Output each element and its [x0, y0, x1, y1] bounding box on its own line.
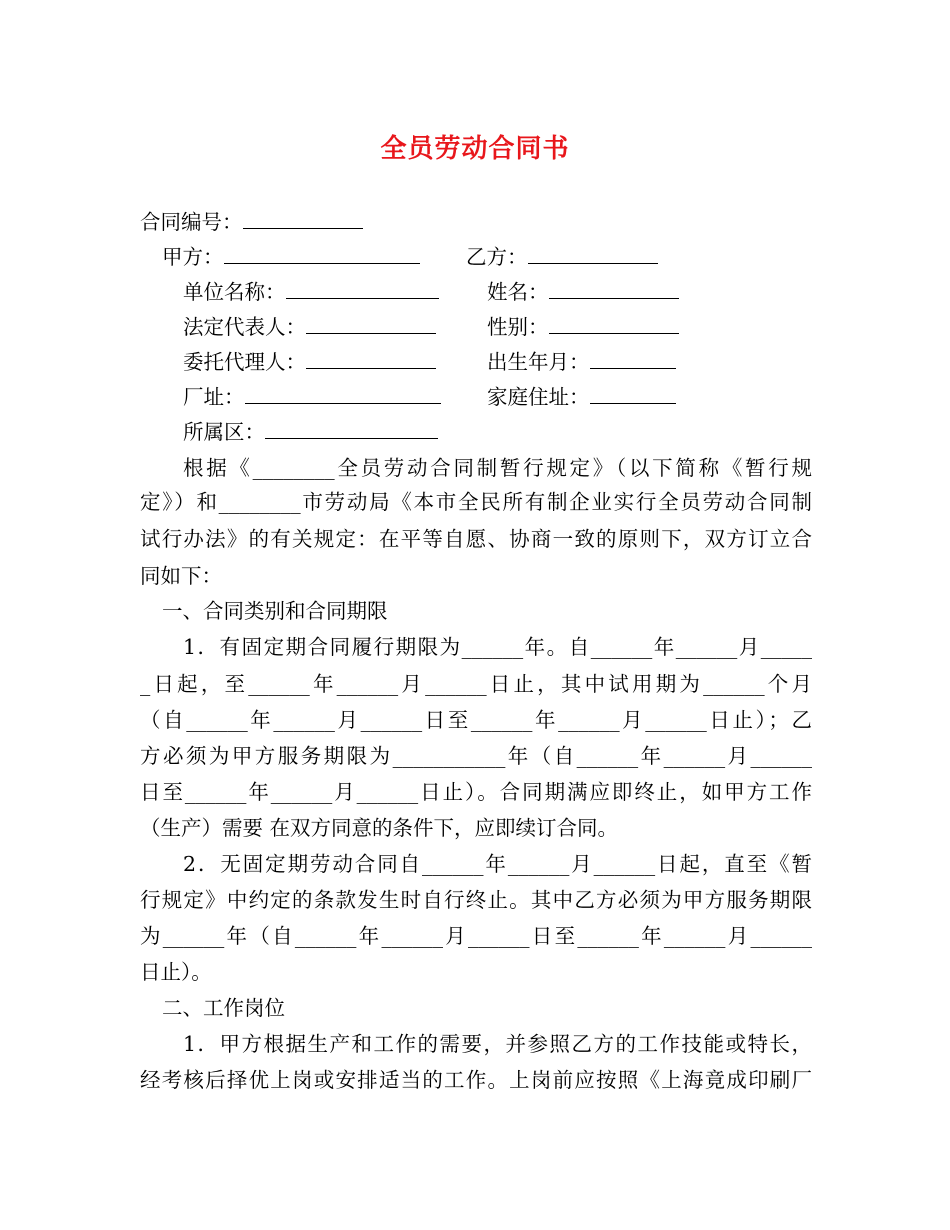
body-line-8: 方必须为甲方服务期限为___________年（自______年______月______: [140, 744, 812, 768]
contract-no-row: [140, 209, 363, 235]
body-line-14: 日止）。: [140, 960, 212, 984]
agent-blank: [306, 350, 436, 369]
birth-blank: [590, 350, 676, 369]
legal-rep-blank: [306, 315, 436, 334]
home-addr-blank: [590, 385, 676, 404]
unit-name-blank: [286, 280, 439, 299]
birth-label: 出生年月：: [487, 350, 590, 374]
gender-label: 性别：: [487, 315, 549, 339]
body-line-2: 定》）和________市劳动局《本市全民所有制企业实行全员劳动合同制: [140, 490, 812, 514]
body-line-4: 同如下：: [140, 564, 222, 588]
body-line-10: （生产）需要 在双方同意的条件下，应即续订合同。: [140, 816, 619, 840]
name-row: [487, 279, 679, 305]
district-label: 所属区：: [183, 420, 265, 444]
agent-row: [183, 349, 436, 375]
party-b-row: [466, 244, 658, 270]
birth-row: [487, 349, 676, 375]
body-line-16: 经考核后择优上岗或安排适当的工作。上岗前应按照《上海竟成印刷厂: [140, 1068, 812, 1092]
gender-row: [487, 314, 679, 340]
party-b-blank: [528, 245, 658, 264]
body-line-9: 日至______年______月______日止）。合同期满应即终止，如甲方工作: [140, 780, 812, 804]
party-a-label: 甲方：: [162, 245, 224, 269]
body-line-6: _日起，至______年______月______日止，其中试用期为______个月: [140, 672, 812, 696]
legal-rep-row: [183, 314, 436, 340]
unit-name-row: [183, 279, 439, 305]
gender-blank: [549, 315, 679, 334]
party-a-row: [162, 244, 420, 270]
agent-label: 委托代理人：: [183, 350, 306, 374]
factory-addr-row: [183, 384, 441, 410]
body-line-7: （自______年______月______日至______年______月______日止）；乙: [140, 708, 812, 732]
district-blank: [265, 420, 438, 439]
body-line-11: 2．无固定期劳动合同自______年______月______日起，直至《暂: [183, 852, 812, 876]
contract-no-label: 合同编号：: [140, 210, 243, 234]
home-addr-row: [487, 384, 676, 410]
body-line-3: 试行办法》的有关规定：在平等自愿、协商一致的原则下，双方订立合: [140, 527, 812, 551]
legal-rep-label: 法定代表人：: [183, 315, 306, 339]
body-line-1: 根据《________全员劳动合同制暂行规定》（以下简称《暂行规: [183, 456, 812, 480]
section-2-heading: 二、工作岗位: [162, 996, 285, 1020]
home-addr-label: 家庭住址：: [487, 385, 590, 409]
section-1-heading: 一、合同类别和合同期限: [162, 599, 388, 623]
body-line-12: 行规定》中约定的条款发生时自行终止。其中乙方必须为甲方服务期限: [140, 888, 812, 912]
factory-addr-label: 厂址：: [183, 385, 245, 409]
body-line-5: 1．有固定期合同履行期限为______年。自______年______月_____: [183, 635, 812, 659]
document-title: 全员劳动合同书: [380, 134, 570, 164]
name-label: 姓名：: [487, 280, 549, 304]
factory-addr-blank: [245, 385, 441, 404]
party-a-blank: [224, 245, 420, 264]
body-line-13: 为______年（自______年______月______日至______年______月______: [140, 924, 812, 948]
contract-no-blank: [243, 210, 363, 229]
name-blank: [549, 280, 679, 299]
district-row: [183, 419, 438, 445]
unit-name-label: 单位名称：: [183, 280, 286, 304]
party-b-label: 乙方：: [466, 245, 528, 269]
body-line-15: 1．甲方根据生产和工作的需要，并参照乙方的工作技能或特长，: [183, 1032, 812, 1056]
